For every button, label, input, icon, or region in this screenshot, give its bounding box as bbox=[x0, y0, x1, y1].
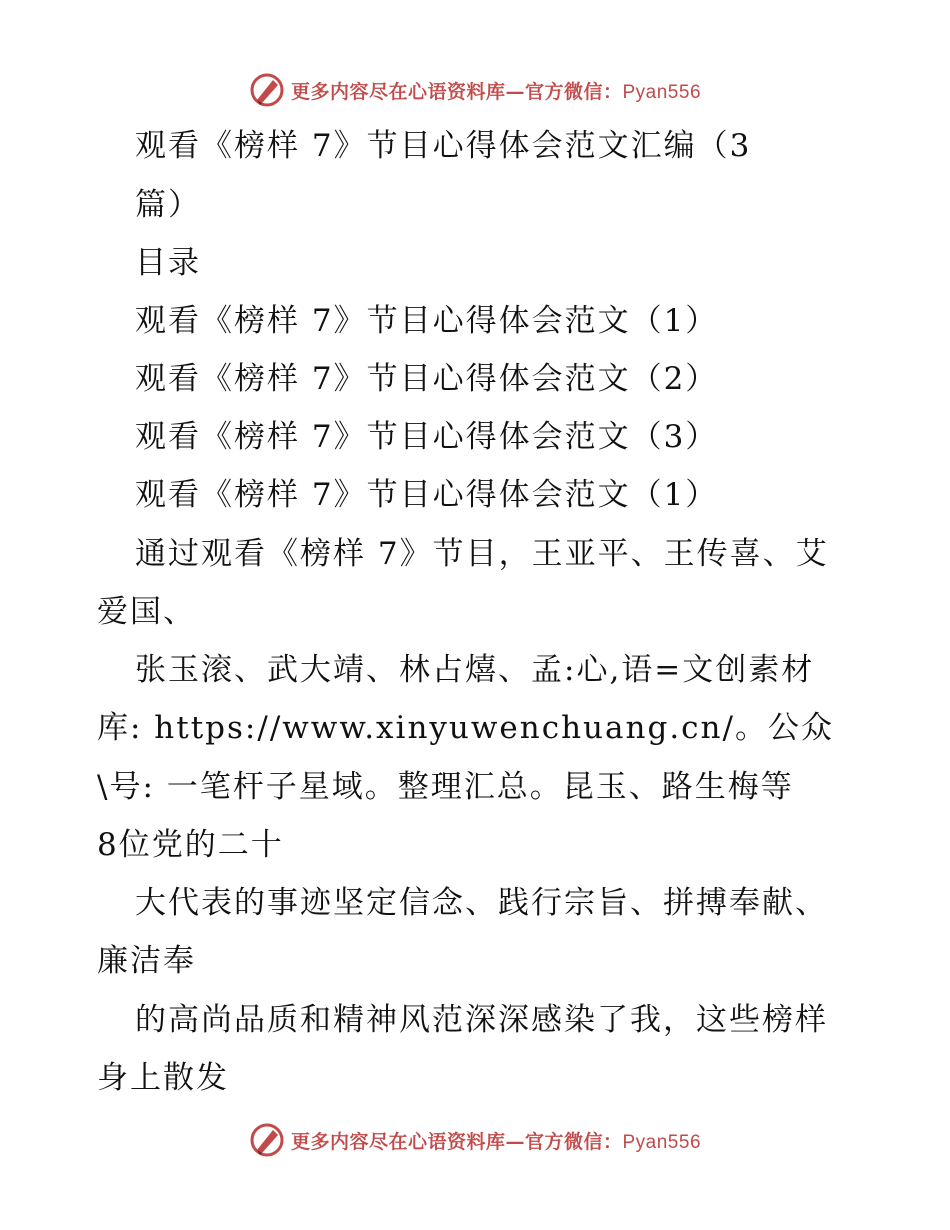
paragraph-line: 的高尚品质和精神风范深深感染了我，这些榜样 bbox=[135, 1002, 828, 1038]
footer-wechat-id: Pyan556 bbox=[622, 1131, 702, 1153]
paragraph-line: 爱国、 bbox=[97, 594, 196, 630]
paragraph-line: \号: 一笔杆子星域。整理汇总。昆玉、路生梅等 bbox=[97, 769, 794, 805]
section-heading-1: 观看《榜样 7》节目心得体会范文（1） bbox=[135, 477, 719, 513]
header-banner-text: 更多内容尽在心语资料库—官方微信：Pyan556 bbox=[290, 80, 702, 103]
paragraph-line: 张玉滚、武大靖、林占熺、孟:心,语=文创素材 bbox=[135, 652, 815, 688]
footer-banner bbox=[0, 1120, 950, 1160]
doc-title-line-1: 观看《榜样 7》节目心得体会范文汇编（3 bbox=[135, 128, 752, 164]
paragraph-line: 通过观看《榜样 7》节目，王亚平、王传喜、艾 bbox=[135, 536, 829, 572]
toc-item-3: 观看《榜样 7》节目心得体会范文（3） bbox=[135, 419, 719, 455]
toc-heading: 目录 bbox=[135, 245, 201, 281]
toc-item-2: 观看《榜样 7》节目心得体会范文（2） bbox=[135, 361, 719, 397]
paragraph-line: 8位党的二十 bbox=[97, 827, 284, 863]
header-wechat-id: Pyan556 bbox=[622, 81, 702, 103]
paragraph-line: 大代表的事迹坚定信念、践行宗旨、拼搏奉献、 bbox=[135, 885, 828, 921]
pen-logo-icon bbox=[249, 72, 285, 108]
paragraph-line: 廉洁奉 bbox=[97, 943, 196, 979]
paragraph-line: 库: https://www.xinyuwenchuang.cn/。公众 bbox=[97, 710, 834, 746]
paragraph-line: 身上散发 bbox=[97, 1060, 229, 1096]
pen-logo-icon bbox=[249, 1122, 285, 1158]
doc-title-line-2: 篇） bbox=[135, 187, 201, 223]
footer-banner-text: 更多内容尽在心语资料库—官方微信：Pyan556 bbox=[290, 1130, 702, 1153]
toc-item-1: 观看《榜样 7》节目心得体会范文（1） bbox=[135, 303, 719, 339]
header-banner bbox=[0, 70, 950, 110]
